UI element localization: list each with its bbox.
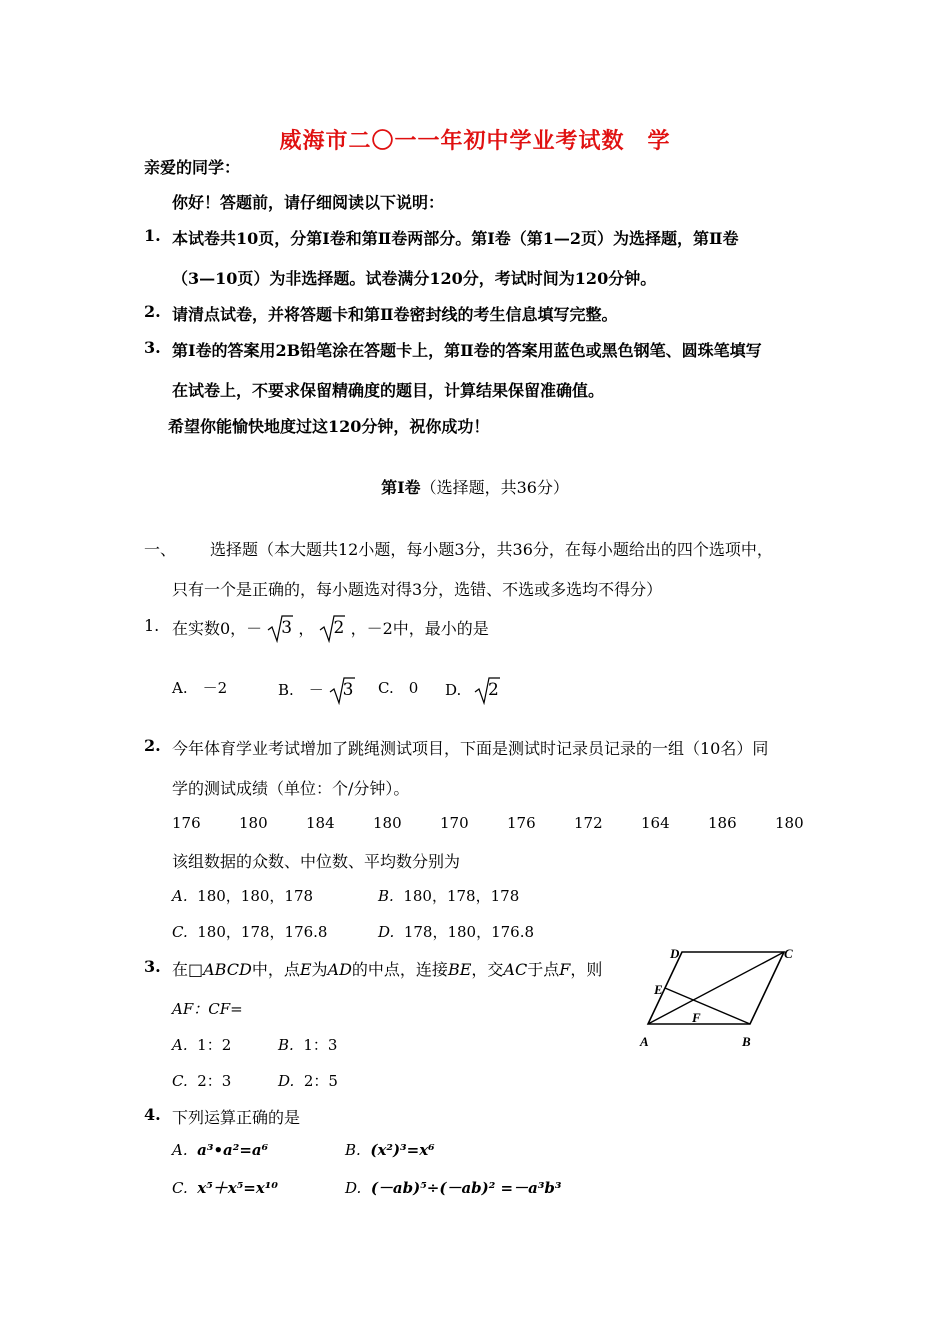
q1-option-d xyxy=(445,677,500,705)
vertex-label-c: C xyxy=(784,946,793,961)
q2-line1: 今年体育学业考试增加了跳绳测试项目，下面是测试时记录员记录的一组（10名）同 xyxy=(172,739,769,758)
q3-text: 的中点，连接 xyxy=(351,960,448,979)
sqrt-2-radicand: 2 xyxy=(333,617,345,638)
section-heading xyxy=(0,475,950,498)
q1-option-b xyxy=(278,677,355,705)
instruction-3-num: 3. xyxy=(144,338,161,357)
data-value: 176 xyxy=(507,814,536,832)
q2-ask: 该组数据的众数、中位数、平均数分别为 xyxy=(172,852,461,871)
hello-text: 你好！答题前，请仔细阅读以下说明： xyxy=(172,193,445,212)
q3-var-e: E xyxy=(299,960,312,979)
q2-option-a-text: 180，180，178 xyxy=(197,887,314,905)
q4-option-a xyxy=(172,1141,268,1159)
q1-text-b: ，－2中，最小的是 xyxy=(350,619,489,638)
q3-option-c-label: C. xyxy=(172,1072,188,1090)
q1-option-d-label: D. xyxy=(445,681,462,699)
section-heading-bold: 第Ⅰ卷 xyxy=(381,478,421,497)
point-label-e: E xyxy=(654,982,663,997)
q2-option-b-text: 180，178，178 xyxy=(403,887,520,905)
q4-option-a-label: A. xyxy=(172,1141,188,1159)
part-instructions-line1: 选择题（本大题共12小题，每小题3分，共36分，在每小题给出的四个选项中， xyxy=(210,540,773,559)
data-value: 180 xyxy=(373,814,402,832)
q3-option-a xyxy=(172,1034,231,1055)
instruction-2-line1: 请清点试卷，并将答题卡和第Ⅱ卷密封线的考生信息填写完整。 xyxy=(172,305,618,324)
q4-option-b xyxy=(345,1141,435,1159)
page-title: 威海市二〇一一年初中学业考试数 学 xyxy=(279,128,671,154)
q1-option-c: C. 0 xyxy=(378,679,419,697)
q1-text-a: 在实数0，－ xyxy=(172,619,263,638)
data-value: 180 xyxy=(239,814,268,832)
q2-option-c xyxy=(172,921,327,942)
q3-text: 为 xyxy=(311,960,328,979)
q2-option-d-text: 178，180，176.8 xyxy=(403,923,535,941)
q2-number: 2. xyxy=(144,736,161,755)
q3-var-be: BE xyxy=(447,960,472,979)
data-value: 180 xyxy=(775,814,804,832)
q3-option-c-text: 2：3 xyxy=(197,1072,232,1090)
data-value: 170 xyxy=(440,814,469,832)
q4-option-c-label: C. xyxy=(172,1179,188,1197)
data-value: 186 xyxy=(708,814,737,832)
sqrt-2-radicand: 2 xyxy=(488,680,499,700)
q3-option-b-label: B. xyxy=(278,1036,294,1054)
q3-var-abcd: ABCD xyxy=(203,960,252,979)
sqrt-2-symbol xyxy=(474,675,500,705)
q2-option-d xyxy=(378,921,534,942)
q3-option-b-text: 1：3 xyxy=(303,1036,338,1054)
q4-option-d-label: D. xyxy=(345,1179,362,1197)
q4-option-b-text: (x²)³=x⁶ xyxy=(370,1141,435,1159)
sqrt-3-symbol xyxy=(267,613,293,643)
instruction-3-line2: 在试卷上，不要求保留精确度的题目，计算结果保留准确值。 xyxy=(172,381,605,400)
instruction-1-line2: （3—10页）为非选择题。试卷满分120分，考试时间为120分钟。 xyxy=(172,269,657,288)
q1-option-b-label: B. － xyxy=(278,681,324,699)
point-label-f: F xyxy=(692,1010,701,1025)
q3-var-f: F xyxy=(559,960,571,979)
q4-option-c-text: x⁵＋x⁵=x¹⁰ xyxy=(197,1179,278,1197)
q4-option-d-text: (－ab)⁵÷(－ab)² =－a³b³ xyxy=(370,1179,562,1197)
vertex-label-a: A xyxy=(640,1034,649,1049)
q2-option-b-label: B. xyxy=(378,887,394,905)
q2-line2: 学的测试成绩（单位：个/分钟）。 xyxy=(172,779,410,798)
sqrt-3-symbol xyxy=(329,675,355,705)
q3-text: 于点 xyxy=(527,960,560,979)
q4-option-d xyxy=(345,1177,561,1198)
q3-text: 中，点 xyxy=(251,960,300,979)
sqrt-3-radicand: 3 xyxy=(281,617,293,638)
q2-data-row xyxy=(172,814,804,832)
diagonal-ac xyxy=(648,952,784,1024)
q1-stem xyxy=(172,616,489,643)
q2-option-b xyxy=(378,885,519,906)
q3-option-a-label: A. xyxy=(172,1036,188,1054)
q4-number: 4. xyxy=(144,1105,161,1124)
part-instructions-line2: 只有一个是正确的，每小题选对得3分，选错、不选或多选均不得分） xyxy=(172,580,663,599)
q3-option-d-label: D. xyxy=(278,1072,295,1090)
sqrt-3-radicand: 3 xyxy=(342,680,354,700)
q3-text: 在□ xyxy=(172,960,204,979)
wish-text: 希望你能愉快地度过这120分钟，祝你成功！ xyxy=(168,417,490,436)
instruction-1-line1: 本试卷共10页，分第Ⅰ卷和第Ⅱ卷两部分。第Ⅰ卷（第1—2页）为选择题，第Ⅱ卷 xyxy=(172,229,739,248)
data-value: 184 xyxy=(306,814,335,832)
section-heading-rest: （选择题，共36分） xyxy=(420,478,569,497)
q2-option-a xyxy=(172,885,313,906)
q1-option-a: A. －2 xyxy=(172,679,228,697)
vertex-label-b: B xyxy=(742,1034,751,1049)
q4-option-a-text: a³•a²=a⁶ xyxy=(197,1141,269,1159)
q3-var-ad: AD xyxy=(327,960,352,979)
data-value: 176 xyxy=(172,814,201,832)
instruction-2-num: 2. xyxy=(144,302,161,321)
part-number: 一、 xyxy=(144,540,177,559)
q3-var-ac: AC xyxy=(503,960,528,979)
q3-option-c xyxy=(172,1070,231,1091)
q4-ask: 下列运算正确的是 xyxy=(172,1108,301,1127)
data-value: 164 xyxy=(641,814,670,832)
vertex-label-d: D xyxy=(670,946,680,961)
instruction-3-line1: 第Ⅰ卷的答案用2B铅笔涂在答题卡上，第Ⅱ卷的答案用蓝色或黑色钢笔、圆珠笔填写 xyxy=(172,341,762,360)
q2-option-c-label: C. xyxy=(172,923,188,941)
q3-option-d-text: 2：5 xyxy=(303,1072,338,1090)
sqrt-2-symbol xyxy=(319,613,345,643)
segment-be xyxy=(665,988,750,1024)
parallelogram-figure xyxy=(638,944,793,1052)
q2-option-c-text: 180，178，176.8 xyxy=(197,923,328,941)
q3-line2: AF：CF= xyxy=(172,1000,243,1018)
q3-text: ，则 xyxy=(570,960,603,979)
q3-text: ，交 xyxy=(471,960,504,979)
q3-option-d xyxy=(278,1070,338,1091)
q3-option-a-text: 1：2 xyxy=(197,1036,232,1054)
greeting: 亲爱的同学： xyxy=(144,158,241,177)
q1-comma: ， xyxy=(298,619,315,638)
q3-number: 3. xyxy=(144,957,161,976)
data-value: 172 xyxy=(574,814,603,832)
q2-option-d-label: D. xyxy=(378,923,395,941)
q1-number: 1. xyxy=(144,616,160,635)
q4-option-c xyxy=(172,1177,278,1198)
q3-line1 xyxy=(172,957,602,980)
q3-option-b xyxy=(278,1034,337,1055)
q2-option-a-label: A. xyxy=(172,887,188,905)
instruction-1-num: 1. xyxy=(144,226,161,245)
q4-option-b-label: B. xyxy=(345,1141,361,1159)
